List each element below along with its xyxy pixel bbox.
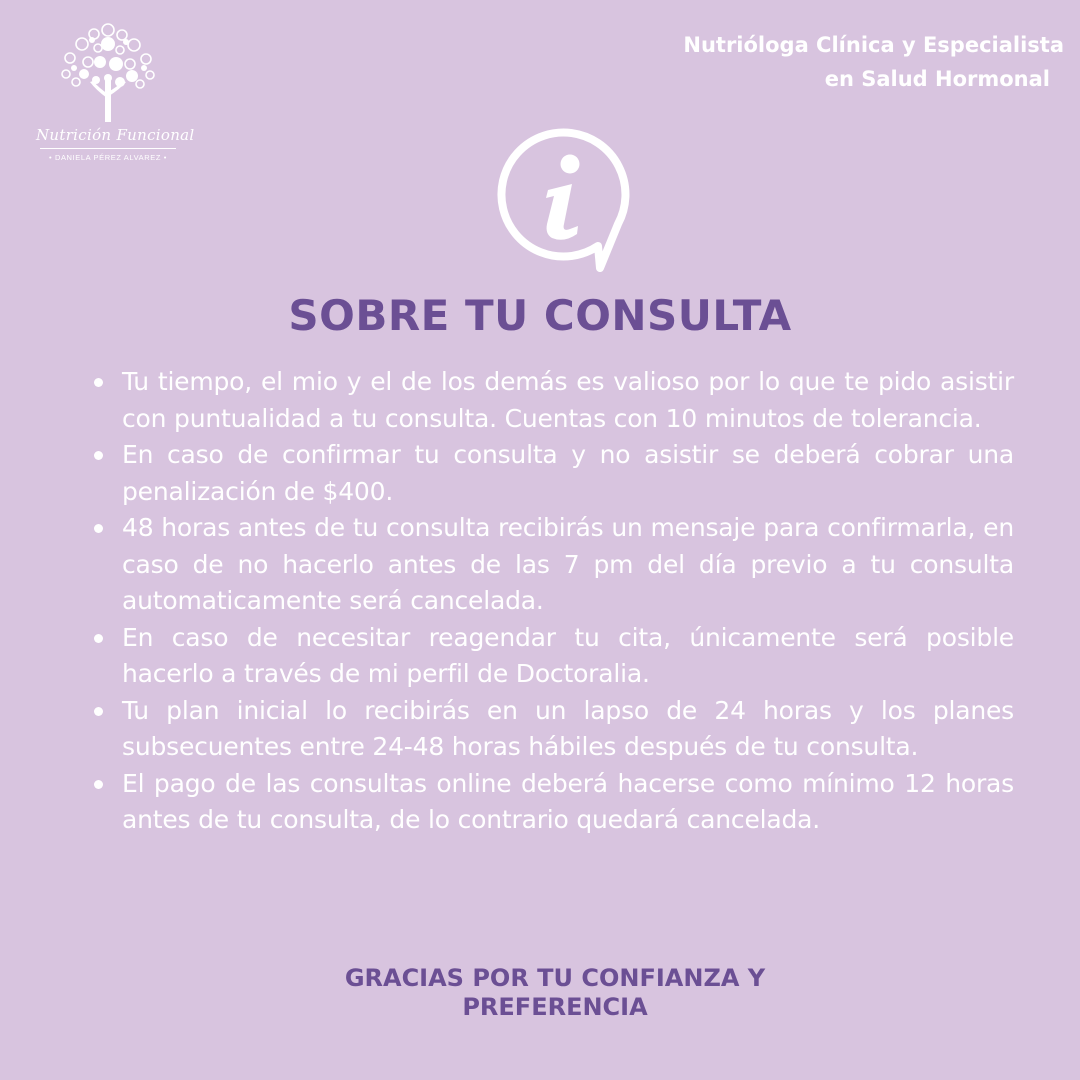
info-speech-bubble-icon — [494, 128, 634, 273]
consultation-rules-list — [92, 364, 1014, 839]
tree-icon — [36, 18, 180, 126]
list-item — [92, 693, 1014, 766]
list-item — [92, 364, 1014, 437]
list-item — [92, 766, 1014, 839]
rule-text: En caso de necesitar reagendar tu cita, únicamente será posible hacerlo a través de mi perfil de Doctoralia. — [122, 622, 1014, 688]
rule-text: El pago de las consultas online deberá hacerse como mínimo 12 horas antes de tu consulta, de lo contrario quedará cancelada. — [122, 768, 1014, 834]
page-title: SOBRE TU CONSULTA — [288, 291, 792, 340]
rule-text: 48 horas antes de tu consulta recibirás un mensaje para confirmarla, en caso de no hacerlo antes de las 7 pm del día previo a tu consulta automaticamente será cancelada. — [122, 513, 1014, 615]
list-item — [92, 510, 1014, 620]
list-item — [92, 620, 1014, 693]
rule-text: Tu tiempo, el mio y el de los demás es valioso por lo que te pido asistir con puntualidad a tu consulta. Cuentas con 10 minutos de tolerancia. — [122, 367, 1014, 433]
logo-script-text: Nutrición Funcional — [36, 126, 195, 144]
bullet-icon — [94, 707, 103, 716]
tagline-line-1: Nutrióloga Clínica y Especialista — [683, 33, 1064, 57]
list-item — [92, 437, 1014, 510]
bullet-icon — [94, 780, 103, 789]
rule-text: Tu plan inicial lo recibirás en un lapso de 24 horas y los planes subsecuentes entre 24-48 horas hábiles después de tu consulta. — [122, 695, 1014, 761]
bullet-icon — [94, 524, 103, 533]
brand-logo — [36, 18, 195, 168]
rule-text: En caso de confirmar tu consulta y no asistir se deberá cobrar una penalización de $400. — [122, 440, 1014, 506]
bullet-icon — [94, 634, 103, 643]
bullet-icon — [94, 378, 103, 387]
logo-divider — [40, 148, 176, 149]
tagline-line-2: en Salud Hormonal — [824, 67, 1050, 91]
thank-you-footer: GRACIAS POR TU CONFIANZA Y PREFERENCIA — [344, 964, 766, 1021]
logo-subtitle: • DANIELA PÉREZ ALVAREZ • — [49, 153, 167, 162]
tagline — [604, 28, 1064, 96]
bullet-icon — [94, 451, 103, 460]
